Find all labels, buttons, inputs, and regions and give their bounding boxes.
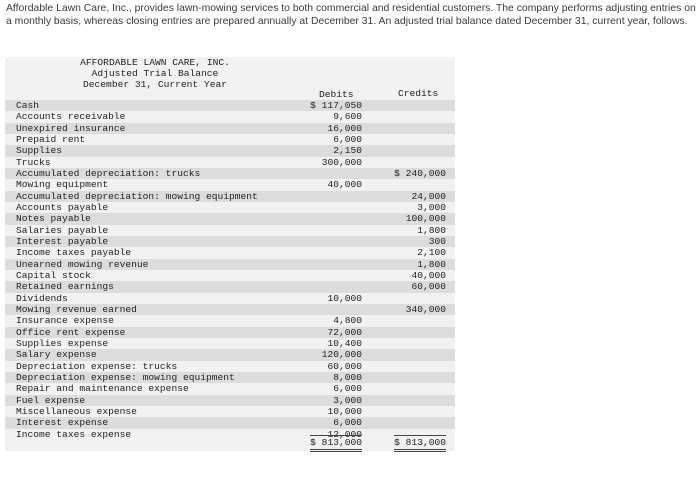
account-name: Office rent expense xyxy=(16,326,126,338)
problem-text: Affordable Lawn Care, Inc., provides lawn-mowing services to both commercial and residential customers. The company performs adjusting entries on a monthly basis, whereas closing entries are prepared annually at December 31. An adjusted trial balance dated December 31, current year, follows. xyxy=(6,3,696,27)
account-name: Accumulated depreciation: trucks xyxy=(16,167,201,179)
account-name: Supplies expense xyxy=(16,337,109,349)
account-name: Salaries payable xyxy=(16,224,109,236)
debit-amount: 16,000 xyxy=(327,122,362,134)
credits-header: Credits xyxy=(398,88,439,99)
credit-total-double-underline xyxy=(394,449,446,452)
account-name: Mowing equipment xyxy=(16,179,109,191)
account-name: Fuel expense xyxy=(16,394,86,406)
debit-total: $ 813,000 xyxy=(310,437,362,448)
report-title: Adjusted Trial Balance xyxy=(91,68,219,79)
credit-total-underline xyxy=(394,435,446,436)
account-name: Depreciation expense: trucks xyxy=(16,360,178,372)
account-name: Accumulated depreciation: mowing equipment xyxy=(16,190,258,202)
debit-amount: 72,000 xyxy=(327,326,362,338)
debit-amount: 300,000 xyxy=(321,156,362,168)
account-name: Interest expense xyxy=(16,417,109,429)
account-name: Repair and maintenance expense xyxy=(16,383,189,395)
account-name: Unexpired insurance xyxy=(16,122,126,134)
account-name: Interest payable xyxy=(16,235,109,247)
debit-amount: 10,000 xyxy=(327,405,362,417)
debit-amount: 120,000 xyxy=(321,349,362,361)
debit-amount: $ 117,050 xyxy=(310,100,362,111)
credit-amount: 60,000 xyxy=(411,281,446,293)
trial-balance-table xyxy=(5,57,455,451)
debit-amount: 60,000 xyxy=(327,360,362,372)
credit-amount: 1,800 xyxy=(417,224,446,236)
account-name: Retained earnings xyxy=(16,281,114,293)
debit-amount: 10,400 xyxy=(327,337,362,349)
debit-total-underline xyxy=(310,435,362,436)
credit-amount: 40,000 xyxy=(411,269,446,281)
account-name: Supplies xyxy=(16,145,63,157)
account-name: Unearned mowing revenue xyxy=(16,258,149,270)
credit-amount: $ 240,000 xyxy=(394,167,446,179)
credit-amount: 100,000 xyxy=(405,213,446,225)
account-name: Income taxes expense xyxy=(16,428,132,440)
debits-header: Debits xyxy=(319,89,354,100)
debit-amount: 10,000 xyxy=(327,292,362,304)
credit-total: $ 813,000 xyxy=(394,437,446,448)
debit-amount: 4,800 xyxy=(333,315,362,327)
credit-amount: 1,800 xyxy=(417,258,446,270)
account-name: Prepaid rent xyxy=(16,133,86,145)
credit-amount: 24,000 xyxy=(411,190,446,202)
debit-amount: 6,000 xyxy=(333,133,362,145)
report-date: December 31, Current Year xyxy=(83,79,227,90)
credit-amount: 300 xyxy=(428,235,446,247)
account-name: Notes payable xyxy=(16,213,91,225)
debit-amount: 2,150 xyxy=(333,145,362,157)
account-name: Insurance expense xyxy=(16,315,114,327)
credit-amount: 3,000 xyxy=(417,201,446,213)
credit-amount: 340,000 xyxy=(405,303,446,315)
account-name: Dividends xyxy=(16,292,68,304)
account-name: Cash xyxy=(16,100,40,111)
debit-amount: 40,000 xyxy=(327,179,362,191)
account-name: Mowing revenue earned xyxy=(16,303,137,315)
debit-amount: 6,000 xyxy=(333,417,362,429)
account-name: Miscellaneous expense xyxy=(16,405,137,417)
debit-total-double-underline xyxy=(310,449,362,452)
debit-amount: 9,600 xyxy=(333,111,362,123)
account-name: Accounts payable xyxy=(16,201,109,213)
account-name: Income taxes payable xyxy=(16,247,132,259)
account-name: Accounts receivable xyxy=(16,111,126,123)
account-name: Trucks xyxy=(16,156,51,168)
account-name: Salary expense xyxy=(16,349,97,361)
debit-amount: 8,000 xyxy=(333,371,362,383)
row-band xyxy=(5,145,455,156)
credit-amount: 2,100 xyxy=(417,247,446,259)
debit-amount: 3,000 xyxy=(333,394,362,406)
company-name: AFFORDABLE LAWN CARE, INC. xyxy=(80,57,230,68)
account-name: Capital stock xyxy=(16,269,91,281)
row-band xyxy=(5,100,455,111)
account-name: Depreciation expense: mowing equipment xyxy=(16,371,235,383)
debit-amount: 6,000 xyxy=(333,383,362,395)
